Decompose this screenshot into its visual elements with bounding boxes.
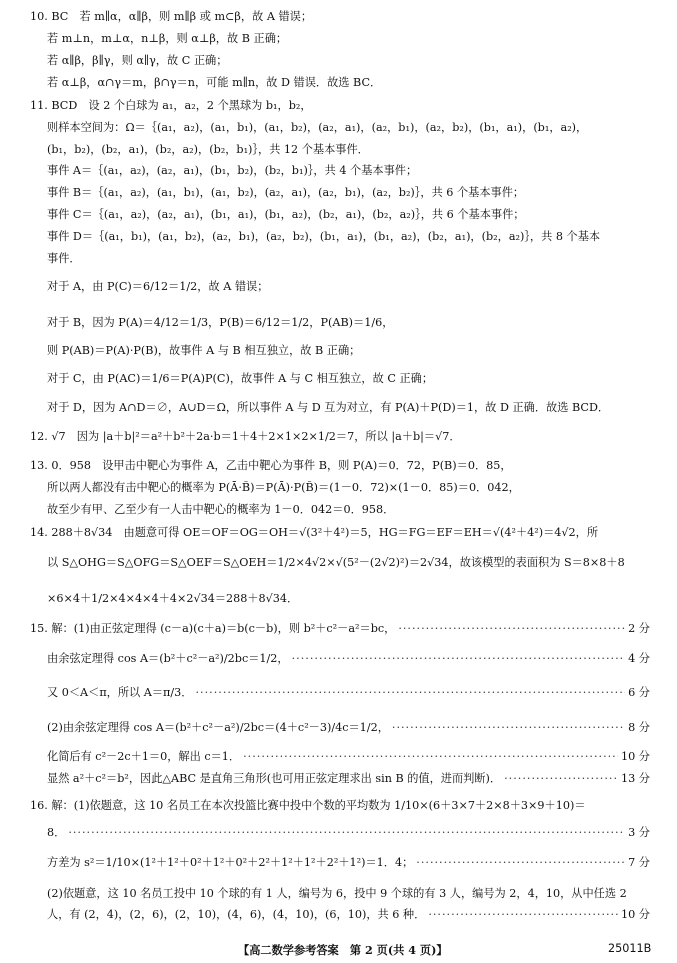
- step-score: 8 分: [628, 721, 650, 734]
- step-text: 人，有 (2，4)，(2，6)，(2，10)，(4，6)，(4，10)，(6，10)，共 6 种．: [47, 908, 426, 921]
- answer-11-line-1: 11. BCD 设 2 个白球为 a₁，a₂，2 个黑球为 b₁，b₂，: [30, 99, 312, 112]
- answer-15-step-4: [47, 721, 650, 735]
- answer-10-line-1: 10. BC 若 m∥α，α∥β，则 m∥β 或 m⊂β，故 A 错误；: [30, 10, 313, 23]
- answer-11-event-a: 事件 A＝｛(a₁，a₂)，(a₂，a₁)，(b₁，b₂)，(b₂，b₁)｝，共 4 个基本事件；: [47, 164, 418, 177]
- step-text: 化简后有 c²－2c＋1＝0，解出 c＝1．: [47, 750, 241, 763]
- answer-10-line-4: 若 α⊥β，α∩γ＝m，β∩γ＝n，可能 m∥n，故 D 错误．故选 BC．: [47, 76, 382, 89]
- answer-12: 12. √7 因为 |a＋b|²＝a²＋b²＋2a·b＝1＋4＋2×1×2×1/2＝7，所以 |a＋b|＝√7．: [30, 430, 461, 443]
- answer-13-line-1: 13. 0．958 设甲击中靶心为事件 A，乙击中靶心为事件 B，则 P(A)＝0．72，P(B)＝0．85，: [30, 459, 512, 472]
- answer-13-line-2: 所以两人都没有击中靶心的概率为 P(Ā·B̄)＝P(Ā)·P(B̄)＝(1－0．72)×(1－0．85)＝0．042，: [47, 481, 520, 494]
- step-score: 3 分: [628, 826, 650, 839]
- answer-11-event-c: 事件 C＝｛(a₁，a₂)，(a₂，a₁)，(b₁，a₁)，(b₁，a₂)，(b₂，a₁)，(b₂，a₂)｝，共 6 个基本事件；: [47, 208, 525, 221]
- answer-14-line-1: 14. 288＋8√34 由题意可得 OE＝OF＝OG＝OH＝√(3²＋4²)＝5，HG＝FG＝EF＝EH＝√(4²＋4²)＝4√2，所: [30, 526, 599, 539]
- step-text: 8．: [47, 826, 66, 839]
- step-text: 15. 解：(1)由正弦定理得 (c－a)(c＋a)＝b(c－b)，则 b²＋c²－a²＝bc，: [30, 622, 396, 635]
- step-score: 2 分: [628, 622, 650, 635]
- answer-16-step-3: [47, 908, 650, 922]
- answer-13-line-3: 故至少有甲、乙至少有一人击中靶心的概率为 1－0．042＝0．958．: [47, 503, 395, 516]
- answer-11-event-b: 事件 B＝｛(a₁，a₂)，(a₁，b₁)，(a₁，b₂)，(a₂，a₁)，(a₂，b₁)，(a₂，b₂)｝，共 6 个基本事件；: [47, 186, 525, 199]
- answer-15-step-5: [47, 750, 650, 764]
- answer-11-event-d-cont: 事件．: [47, 252, 81, 265]
- answer-16-step-1: [47, 826, 650, 840]
- answer-16-line-1: 16. 解：(1)依题意，这 10 名员工在本次投篮比赛中投中个数的平均数为 1/10×(6＋3×7＋2×8＋3×9＋10)＝: [30, 799, 586, 812]
- answer-11-event-d: 事件 D＝｛(a₁，b₁)，(a₁，b₂)，(a₂，b₁)，(a₂，b₂)，(b₁，a₁)，(b₁，a₂)，(b₂，a₁)，(b₂，a₂)｝，共 8 个基本: [47, 230, 601, 243]
- answer-16-line-4: (2)依题意，这 10 名员工投中 10 个球的有 1 人，编号为 6，投中 9 个球的有 3 人，编号为 2，4，10，从中任选 2: [47, 887, 627, 900]
- step-text: 由余弦定理得 cos A＝(b²＋c²－a²)/2bc＝1/2，: [47, 652, 289, 665]
- answer-11-option-d: 对于 D，因为 A∩D＝∅，A∪D＝Ω，所以事件 A 与 D 互为对立，有 P(A)＋P(D)＝1，故 D 正确．故选 BCD．: [47, 401, 610, 414]
- step-text: (2)由余弦定理得 cos A＝(b²＋c²－a²)/2bc＝(4＋c²－3)/4c＝1/2，: [47, 721, 389, 734]
- step-score: 4 分: [628, 652, 650, 665]
- answer-14-line-3: ×6×4＋1/2×4×4×4＋4×2√34＝288＋8√34．: [47, 592, 299, 605]
- step-text: 显然 a²＋c²＝b²，因此△ABC 是直角三角形(也可用正弦定理求出 sin B 的值，进而判断)．: [47, 772, 502, 785]
- paper-code: 25011B: [608, 942, 652, 955]
- footer-title: 【高二数学参考答案 第 2 页(共 4 页)】: [238, 943, 448, 957]
- answer-15-step-1: [30, 622, 650, 636]
- answer-10-line-3: 若 α∥β，β∥γ，则 α∥γ，故 C 正确；: [47, 54, 228, 67]
- answer-15-step-6: [47, 772, 650, 786]
- answer-14-line-2: 以 S△OHG＝S△OFG＝S△OEF＝S△OEH＝1/2×4√2×√(5²－(2√2)²)＝2√34，故该模型的表面积为 S＝8×8＋8: [47, 556, 625, 569]
- answer-11-option-b-cont: 则 P(AB)＝P(A)·P(B)，故事件 A 与 B 相互独立，故 B 正确；: [47, 344, 361, 357]
- step-score: 13 分: [621, 772, 650, 785]
- answer-11-option-a: 对于 A，由 P(C)＝6/12＝1/2，故 A 错误；: [47, 280, 269, 293]
- answer-11-option-b: 对于 B，因为 P(A)＝4/12＝1/3，P(B)＝6/12＝1/2，P(AB)＝1/6，: [47, 316, 394, 329]
- answer-11-option-c: 对于 C，由 P(AC)＝1/6＝P(A)P(C)，故事件 A 与 C 相互独立，故 C 正确；: [47, 372, 434, 385]
- step-score: 10 分: [621, 908, 650, 921]
- answer-11-sample-space: 则样本空间为：Ω＝｛(a₁，a₂)，(a₁，b₁)，(a₁，b₂)，(a₂，a₁)，(a₂，b₁)，(a₂，b₂)，(b₁，a₁)，(b₁，a₂)，: [47, 121, 588, 134]
- answer-10-line-2: 若 m⊥n，m⊥α，n⊥β，则 α⊥β，故 B 正确；: [47, 32, 288, 45]
- answer-11-sample-space-cont: (b₁，b₂)，(b₂，a₁)，(b₂，a₂)，(b₂，b₁)｝，共 12 个基本事件．: [47, 143, 369, 156]
- answer-15-step-3: [47, 686, 650, 700]
- answer-16-step-2: [47, 856, 650, 870]
- step-score: 10 分: [621, 750, 650, 763]
- step-text: 方差为 s²＝1/10×(1²＋1²＋0²＋1²＋0²＋2²＋1²＋1²＋2²＋1²)＝1．4；: [47, 856, 414, 869]
- answer-15-step-2: [47, 652, 650, 666]
- step-score: 7 分: [628, 856, 650, 869]
- step-text: 又 0＜A＜π，所以 A＝π/3．: [47, 686, 193, 699]
- step-score: 6 分: [628, 686, 650, 699]
